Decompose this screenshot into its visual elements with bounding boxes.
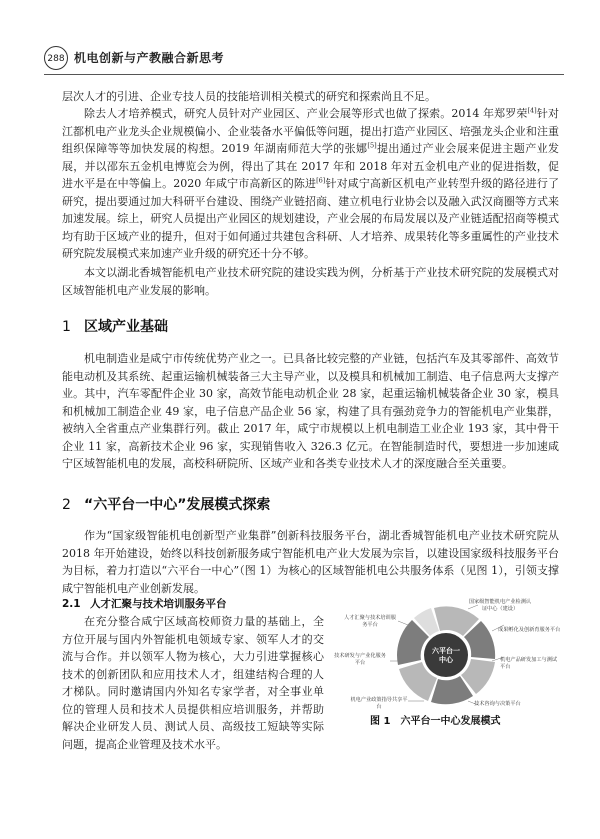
- diagram-label-tech-rd: 技术研发与产业化服务平台: [334, 653, 386, 666]
- section-2-title: “六平台一中心”发展模式探索: [84, 497, 271, 513]
- intro-paragraph-2: [62, 105, 559, 263]
- citation-6: [6]: [316, 176, 326, 185]
- intro-p2-part-c: 提出通过产业会展来促进主题产业发展，并以邵东五金机电博览会为例，得出了其在 2017 年和 2018 年对五金机电产业的促进指数，促进水平是在中等偏上。2020 年咸宁市高新区的陈进: [62, 142, 559, 190]
- page-number: 288: [44, 46, 68, 70]
- diagram-label-incubation: 成果孵化及创新育服务平台: [498, 627, 561, 633]
- running-header: [44, 46, 564, 70]
- subsection-title: 人才汇聚与技术培训服务平台: [90, 598, 227, 610]
- diagram-label-talent: 人才汇聚与技术培训服务平台: [344, 615, 396, 628]
- intro-p2-part-b: 针对江都机电产业龙头企业规模偏小、企业装备水平偏低等问题，提出打造产业园区、培强龙头企业和注重组织保障等等加快发展的构想。2019 年湖南师范大学的张娜: [62, 107, 559, 155]
- diagram-label-product-rd: 机电产品研发加工与测试平台: [500, 657, 558, 670]
- diagram-label-policy: 机电产业政策指导共享平台: [350, 697, 408, 710]
- diagram-center-label: 六平台一中心: [432, 647, 460, 664]
- intro-p2-part-a: 除去人才培养模式，研究人员针对产业园区、产业会展等形式也做了探索。2014 年郑罗荣: [84, 107, 528, 120]
- running-title: 机电创新与产教融合新思考: [74, 51, 225, 65]
- citation-4: [4]: [527, 106, 537, 115]
- section-2-number: 2: [62, 497, 71, 513]
- section-2-heading: [62, 494, 270, 514]
- section-1-number: 1: [62, 319, 71, 335]
- section-2-body: 作为“国家级智能机电创新型产业集群”创新科技服务平台，湖北香城智能机电产业技术研究院从 2018 年开始建设，始终以科技创新服务咸宁智能机电产业大发展为宗旨，以建设国家级科技服务平台为目标，着力打造以“六平台一中心”（图 1）为核心的区域智能机电公共服务体系（见图 1），引领支撑咸宁智能机电产业创新发展。: [62, 529, 559, 595]
- section-1-title: 区域产业基础: [84, 319, 168, 335]
- section-1-heading: [62, 316, 168, 336]
- subsection-2-1-body: 在充分整合咸宁区域高校师资力量的基础上，全方位开展与国内外智能机电领域专家、领军人才的交流与合作。并以领军人物为核心，大力引进掌握核心技术的创新团队和应用技术人才，组建结构合理的人才梯队。同时邀请国内外知名专家学者，对全事业单位的管理人员和技术人员提供相应培训服务，并帮助解决企业研发人员、测试人员、高级技工短缺等实际问题，提高企业管理及技术水平。: [62, 615, 324, 751]
- intro-paragraph-1: 层次人才的引进、企业专技人员的技能培训相关模式的研究和探索尚且不足。: [62, 90, 436, 103]
- figure-caption: 图 1 六平台一中心发展模式: [370, 716, 501, 727]
- header-rule: [44, 74, 564, 75]
- diagram-label-consulting: 技术咨询与决策平台: [474, 701, 521, 707]
- section-1-body: 机电制造业是咸宁市传统优势产业之一。已具备比较完整的产业链，包括汽车及其零部件、高效节能电动机及其系统、起重运输机械装备三大主导产业，以及模具和机械加工制造、电子信息两大支撑产业。其中，汽车零配件企业 30 家，高效节能电动机企业 28 家，起重运输机械装备企业 30 家，模具和机械加工制造企业 49 家，电子信息产品企业 56 家，构建了具有强劲竞争力的智能机电产业集群，被纳入全省重点产业集群行列。截止 2017 年，咸宁市规模以上机电制造工业企业 193 家，其中骨干企业 11 家，高新技术企业 96 家，实现销售收入 326.3 亿元。在智能制造时代，要想进一步加速咸宁区域智能机电的发展，高校科研院所、区域产业和各类专业技术人才的深度融合至关重要。: [62, 352, 559, 470]
- subsection-2-1-heading: [62, 596, 227, 611]
- intro-p2-part-d: 针对咸宁高新区机电产业转型升级的路径进行了研究，提出要通过加大科研平台建设、围绕产业链招商、建立机电行业协会以及融入武汉商圈等方式来加速发展。综上，研究人员提出产业园区的规划建设，产业会展的布局发展以及产业链适配招商等模式均有助于区域产业的提升，但对于如何通过共建包含科研、人才培养、成果转化等多重属性的产业技术研究院发展模式来加速产业升级的研究还十分不够。: [62, 177, 559, 260]
- subsection-number: 2.1: [62, 598, 81, 610]
- citation-5: [5]: [367, 141, 377, 150]
- diagram-label-certification-center: 国家级智能机电产业检测认证中心（建设）: [468, 599, 532, 612]
- intro-paragraph-3: 本文以湖北香城智能机电产业技术研究院的建设实践为例，分析基于产业技术研究院的发展模式对区域智能机电产业发展的影响。: [62, 266, 559, 297]
